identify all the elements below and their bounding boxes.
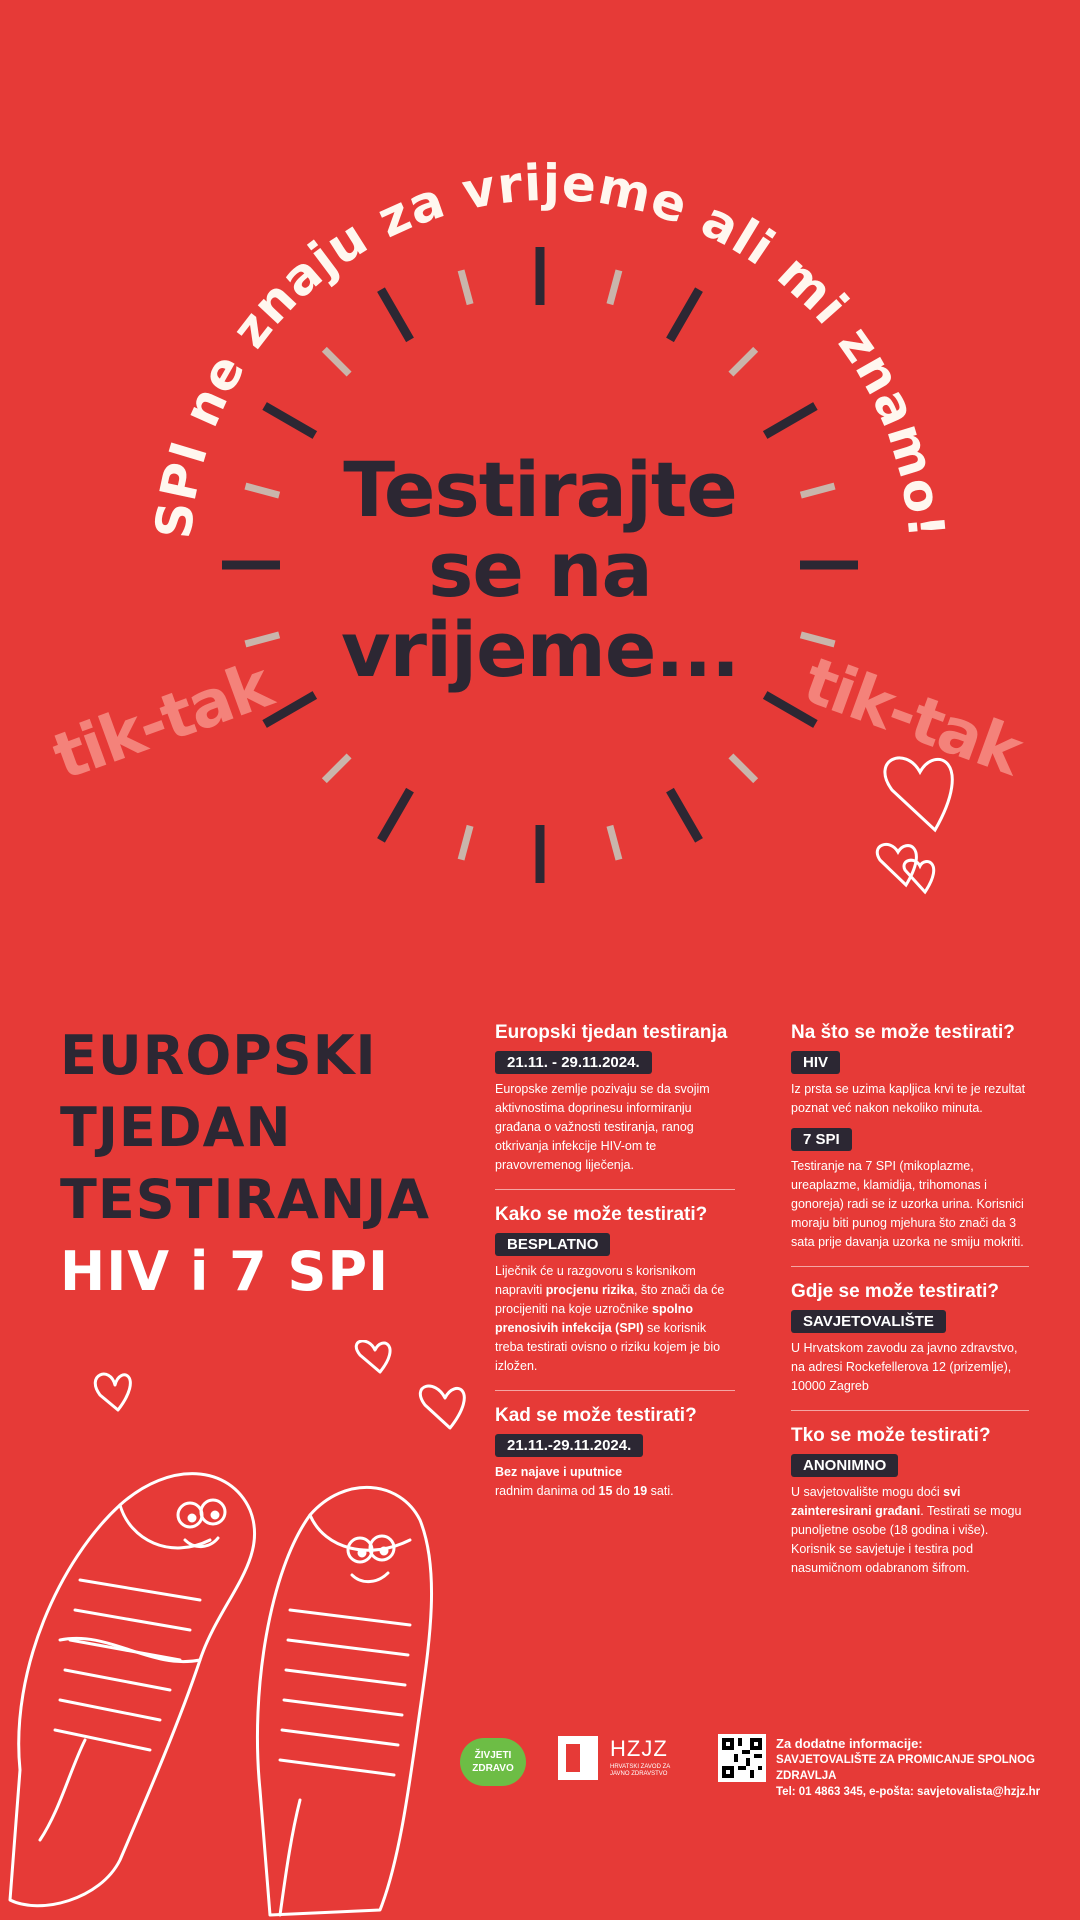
section-text: Europske zemlje pozivaju se da svojim aktivnostima doprinesu informiranju građana o važnosti testiranja, ranog otkrivanja infekcije HIV-om te pravovremenog liječenja. xyxy=(495,1082,710,1172)
section-title: Kako se može testirati? xyxy=(495,1204,708,1225)
headline-line3: vrijeme... xyxy=(340,605,740,694)
logo-text: ŽIVJETI xyxy=(474,1750,512,1761)
spi-tag: 7 SPI xyxy=(791,1128,852,1151)
hzjz-logo xyxy=(558,1732,678,1788)
text-bold: Bez najave i uputnice xyxy=(495,1465,623,1479)
footer xyxy=(460,1730,1060,1800)
clock-tick-major xyxy=(765,406,815,435)
section-testing-week xyxy=(495,1022,735,1190)
headline-line1: Testirajte xyxy=(343,445,737,534)
section-text: Testiranje na 7 SPI (mikoplazme, ureaplazme, klamidija, trihomonas i gonoreja) radi se iz uzorka urina. Korisnici moraju biti punog mjehura što znači da 3 sata prije davanja uzorka ne smiju mokriti. xyxy=(791,1159,1024,1249)
campaign-title xyxy=(60,1020,480,1308)
title-line2: TJEDAN xyxy=(60,1096,292,1159)
anonymous-tag: ANONIMNO xyxy=(791,1454,898,1477)
section-who xyxy=(791,1425,1029,1592)
text-part: . Testirati se mogu punoljetne osobe (18 godina i više). Korisnik se savjetuje i testira pod nasumičnom odabranom šifrom. xyxy=(791,1504,1022,1575)
text-part: Liječnik će u razgovoru s korisnikom napraviti xyxy=(495,1264,696,1297)
clock-tick-major xyxy=(670,290,699,340)
text-part: se korisnik treba testirati ovisno o riziku kojem je bio izložen. xyxy=(495,1321,721,1373)
clock-tick-major xyxy=(265,406,315,435)
clock-tick-minor xyxy=(731,349,756,374)
section-text: Iz prsta se uzima kapljica krvi te je rezultat poznat već nakon nekoliko minuta. xyxy=(791,1082,1026,1115)
tiktak-right: tik-tak xyxy=(794,643,1030,791)
date-tag: 21.11.-29.11.2024. xyxy=(495,1434,643,1457)
date-tag: 21.11. - 29.11.2024. xyxy=(495,1051,652,1074)
sneakers-illustration xyxy=(0,1340,470,1920)
free-tag: BESPLATNO xyxy=(495,1233,610,1256)
section-text xyxy=(791,1483,1029,1578)
text-bold: svi zainteresirani građani xyxy=(791,1485,961,1518)
contact-details[interactable]: Tel: 01 4863 345, e-pošta: savjetovalista@hzjz.hr xyxy=(776,1786,1041,1798)
title-line3: TESTIRANJA xyxy=(60,1168,430,1231)
hzjz-logo-subtext: HRVATSKI ZAVOD ZA JAVNO ZDRAVSTVO xyxy=(610,1764,670,1777)
arc-headline: SPI ne znaju za vrijeme ali mi znamo! xyxy=(144,153,956,542)
section-title: Europski tjedan testiranja xyxy=(495,1022,728,1043)
tiktak-left: tik-tak xyxy=(44,648,280,796)
title-line1: EUROPSKI xyxy=(60,1024,377,1087)
section-when xyxy=(495,1405,735,1515)
hzjz-logo-text: HZJZ xyxy=(610,1736,668,1761)
text-bold: 19 xyxy=(633,1484,648,1498)
section-where xyxy=(791,1281,1029,1411)
section-title: Kad se može testirati? xyxy=(495,1405,697,1426)
clock-tick-minor xyxy=(801,486,835,495)
clock-tick-minor xyxy=(610,826,619,860)
headline-line2: se na xyxy=(428,525,652,614)
clock-tick-minor xyxy=(245,635,279,644)
zivjeti-zdravo-logo xyxy=(460,1738,526,1786)
info-column-middle xyxy=(495,1022,735,1529)
clock-tick-minor xyxy=(461,270,470,304)
section-title: Na što se može testirati? xyxy=(791,1022,1015,1043)
text-part: radnim danima od xyxy=(495,1484,599,1498)
clock-tick-minor xyxy=(731,756,756,781)
hiv-tag: HIV xyxy=(791,1051,840,1074)
heart-doodle-icon xyxy=(877,758,952,892)
qr-code-icon[interactable] xyxy=(718,1734,766,1782)
section-text: U Hrvatskom zavodu za javno zdravstvo, na adresi Rockefellerova 12 (prizemlje), 10000 Zagreb xyxy=(791,1341,1018,1393)
section-text xyxy=(495,1463,735,1501)
text-part: U savjetovalište mogu doći xyxy=(791,1485,944,1499)
hzjz-mark-icon xyxy=(558,1736,598,1780)
headline xyxy=(290,445,790,694)
contact-org: SAVJETOVALIŠTE ZA PROMICANJE SPOLNOG ZDRAVLJA xyxy=(776,1754,1035,1782)
text-part: do xyxy=(612,1484,634,1498)
section-title: Gdje se može testirati? xyxy=(791,1281,1000,1302)
section-what xyxy=(791,1022,1029,1267)
text-bold: 15 xyxy=(598,1484,613,1498)
section-text xyxy=(495,1262,735,1376)
contact-lead: Za dodatne informacije: xyxy=(776,1736,923,1751)
clock-tick-minor xyxy=(324,756,349,781)
text-part: , što znači da će procijeniti na koje uzročnike xyxy=(495,1283,725,1316)
text-part: sati. xyxy=(647,1484,674,1498)
clock-tick-minor xyxy=(461,826,470,860)
clock-tick-major xyxy=(381,790,410,840)
title-line4: HIV i 7 SPI xyxy=(60,1240,390,1303)
clock-tick-minor xyxy=(801,635,835,644)
text-bold: procjenu rizika xyxy=(545,1283,634,1297)
counseling-tag: SAVJETOVALIŠTE xyxy=(791,1310,946,1333)
text-bold: spolno prenosivih infekcija (SPI) xyxy=(495,1302,693,1335)
clock-tick-minor xyxy=(245,486,279,495)
clock-tick-major xyxy=(670,790,699,840)
section-title: Tko se može testirati? xyxy=(791,1425,991,1446)
clock-tick-minor xyxy=(324,349,349,374)
info-column-right xyxy=(791,1022,1029,1606)
logo-text: ZDRAVO xyxy=(472,1763,514,1774)
clock-tick-major xyxy=(381,290,410,340)
section-how xyxy=(495,1204,735,1391)
contact-info xyxy=(776,1736,1066,1800)
clock-tick-minor xyxy=(610,270,619,304)
